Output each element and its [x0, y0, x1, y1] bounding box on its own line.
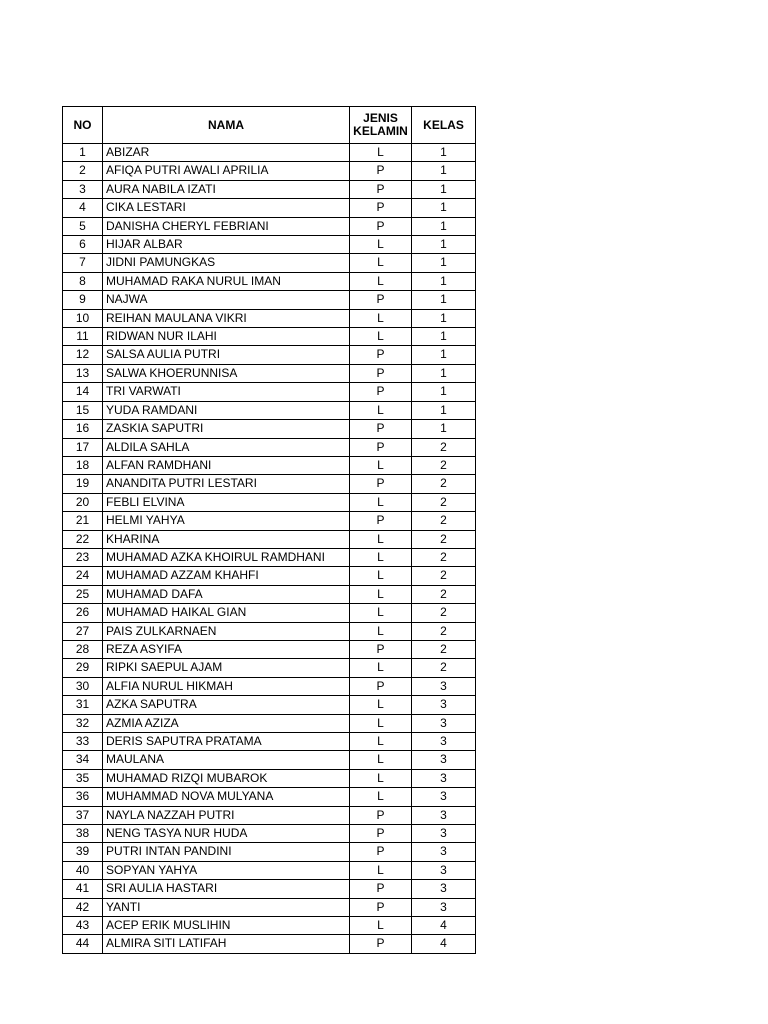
table-row	[63, 162, 476, 180]
cell-kelas: 2	[412, 438, 476, 456]
table-row	[63, 696, 476, 714]
cell-no: 18	[63, 456, 103, 474]
cell-nama: MUHAMAD AZZAM KHAHFI	[103, 567, 350, 585]
cell-kelas: 3	[412, 806, 476, 824]
cell-kelas: 2	[412, 659, 476, 677]
cell-nama: AURA NABILA IZATI	[103, 180, 350, 198]
cell-no: 43	[63, 917, 103, 935]
cell-kelas: 3	[412, 677, 476, 695]
table-row	[63, 254, 476, 272]
cell-jenis-kelamin: P	[350, 162, 412, 180]
cell-nama: KHARINA	[103, 530, 350, 548]
cell-kelas: 2	[412, 604, 476, 622]
header-jenis-kelamin	[350, 107, 412, 144]
cell-no: 27	[63, 622, 103, 640]
cell-jenis-kelamin: L	[350, 309, 412, 327]
cell-jenis-kelamin: P	[350, 217, 412, 235]
cell-jenis-kelamin: L	[350, 604, 412, 622]
cell-jenis-kelamin: P	[350, 806, 412, 824]
cell-kelas: 3	[412, 714, 476, 732]
cell-kelas: 1	[412, 364, 476, 382]
cell-jenis-kelamin: P	[350, 383, 412, 401]
table-row	[63, 272, 476, 290]
header-jenis-kelamin-line1: JENIS	[363, 111, 398, 125]
cell-kelas: 1	[412, 272, 476, 290]
cell-no: 40	[63, 861, 103, 879]
cell-no: 44	[63, 935, 103, 953]
table-row	[63, 548, 476, 566]
cell-no: 30	[63, 677, 103, 695]
cell-no: 11	[63, 328, 103, 346]
cell-jenis-kelamin: P	[350, 825, 412, 843]
cell-nama: MUHAMAD DAFA	[103, 585, 350, 603]
table-row	[63, 714, 476, 732]
header-no: NO	[63, 107, 103, 144]
cell-nama: REZA ASYIFA	[103, 640, 350, 658]
cell-no: 2	[63, 162, 103, 180]
cell-kelas: 3	[412, 898, 476, 916]
table-row	[63, 199, 476, 217]
cell-kelas: 1	[412, 401, 476, 419]
cell-jenis-kelamin: P	[350, 677, 412, 695]
cell-no: 23	[63, 548, 103, 566]
cell-no: 7	[63, 254, 103, 272]
cell-nama: AZMIA AZIZA	[103, 714, 350, 732]
cell-no: 8	[63, 272, 103, 290]
table-row	[63, 567, 476, 585]
cell-jenis-kelamin: P	[350, 420, 412, 438]
cell-kelas: 3	[412, 751, 476, 769]
cell-jenis-kelamin: L	[350, 254, 412, 272]
cell-jenis-kelamin: L	[350, 788, 412, 806]
cell-nama: REIHAN MAULANA VIKRI	[103, 309, 350, 327]
cell-jenis-kelamin: L	[350, 751, 412, 769]
cell-kelas: 3	[412, 788, 476, 806]
table-row	[63, 640, 476, 658]
table-body	[63, 144, 476, 954]
table-row	[63, 401, 476, 419]
cell-nama: AFIQA PUTRI AWALI APRILIA	[103, 162, 350, 180]
cell-kelas: 2	[412, 640, 476, 658]
cell-jenis-kelamin: P	[350, 475, 412, 493]
table-row	[63, 622, 476, 640]
table-header	[63, 107, 476, 144]
cell-nama: DERIS SAPUTRA PRATAMA	[103, 733, 350, 751]
table-row	[63, 880, 476, 898]
cell-no: 29	[63, 659, 103, 677]
cell-kelas: 1	[412, 291, 476, 309]
cell-nama: ALMIRA SITI LATIFAH	[103, 935, 350, 953]
cell-no: 21	[63, 512, 103, 530]
cell-no: 39	[63, 843, 103, 861]
cell-kelas: 1	[412, 309, 476, 327]
cell-nama: MUHAMAD RAKA NURUL IMAN	[103, 272, 350, 290]
table-row	[63, 659, 476, 677]
cell-jenis-kelamin: P	[350, 512, 412, 530]
table-row	[63, 328, 476, 346]
cell-no: 3	[63, 180, 103, 198]
cell-no: 28	[63, 640, 103, 658]
table-row	[63, 291, 476, 309]
cell-no: 13	[63, 364, 103, 382]
cell-kelas: 1	[412, 180, 476, 198]
table-row	[63, 751, 476, 769]
cell-nama: NAYLA NAZZAH PUTRI	[103, 806, 350, 824]
cell-nama: SOPYAN YAHYA	[103, 861, 350, 879]
cell-jenis-kelamin: L	[350, 861, 412, 879]
cell-no: 26	[63, 604, 103, 622]
cell-no: 35	[63, 769, 103, 787]
cell-nama: ANANDITA PUTRI LESTARI	[103, 475, 350, 493]
cell-no: 1	[63, 144, 103, 162]
table-row	[63, 512, 476, 530]
cell-nama: FEBLI ELVINA	[103, 493, 350, 511]
cell-jenis-kelamin: L	[350, 236, 412, 254]
cell-nama: MUHAMMAD NOVA MULYANA	[103, 788, 350, 806]
cell-nama: ABIZAR	[103, 144, 350, 162]
cell-jenis-kelamin: P	[350, 199, 412, 217]
table-row	[63, 420, 476, 438]
table-row	[63, 438, 476, 456]
table-row	[63, 733, 476, 751]
table-row	[63, 180, 476, 198]
cell-kelas: 2	[412, 622, 476, 640]
cell-nama: HIJAR ALBAR	[103, 236, 350, 254]
table-row	[63, 309, 476, 327]
cell-kelas: 4	[412, 935, 476, 953]
cell-jenis-kelamin: L	[350, 401, 412, 419]
cell-kelas: 1	[412, 217, 476, 235]
cell-nama: SALSA AULIA PUTRI	[103, 346, 350, 364]
cell-jenis-kelamin: L	[350, 714, 412, 732]
cell-no: 34	[63, 751, 103, 769]
table-row	[63, 585, 476, 603]
cell-kelas: 1	[412, 420, 476, 438]
cell-jenis-kelamin: L	[350, 567, 412, 585]
cell-jenis-kelamin: L	[350, 456, 412, 474]
student-table	[62, 106, 476, 954]
cell-no: 20	[63, 493, 103, 511]
cell-no: 14	[63, 383, 103, 401]
table-row	[63, 788, 476, 806]
cell-nama: ALFIA NURUL HIKMAH	[103, 677, 350, 695]
cell-nama: MUHAMAD HAIKAL GIAN	[103, 604, 350, 622]
cell-jenis-kelamin: L	[350, 328, 412, 346]
cell-no: 4	[63, 199, 103, 217]
cell-no: 24	[63, 567, 103, 585]
cell-nama: CIKA LESTARI	[103, 199, 350, 217]
cell-kelas: 3	[412, 843, 476, 861]
table-row	[63, 346, 476, 364]
cell-kelas: 3	[412, 825, 476, 843]
cell-no: 33	[63, 733, 103, 751]
cell-jenis-kelamin: P	[350, 843, 412, 861]
cell-jenis-kelamin: L	[350, 622, 412, 640]
table-row	[63, 935, 476, 953]
cell-nama: ALDILA SAHLA	[103, 438, 350, 456]
student-list-sheet	[62, 106, 476, 954]
cell-nama: ACEP ERIK MUSLIHIN	[103, 917, 350, 935]
cell-nama: NENG TASYA NUR HUDA	[103, 825, 350, 843]
cell-kelas: 1	[412, 346, 476, 364]
cell-kelas: 2	[412, 530, 476, 548]
header-nama: NAMA	[103, 107, 350, 144]
cell-jenis-kelamin: L	[350, 493, 412, 511]
cell-nama: RIDWAN NUR ILAHI	[103, 328, 350, 346]
table-row	[63, 769, 476, 787]
table-row	[63, 677, 476, 695]
cell-jenis-kelamin: L	[350, 548, 412, 566]
cell-kelas: 3	[412, 769, 476, 787]
cell-jenis-kelamin: P	[350, 935, 412, 953]
cell-no: 22	[63, 530, 103, 548]
cell-nama: YANTI	[103, 898, 350, 916]
cell-kelas: 2	[412, 567, 476, 585]
table-row	[63, 825, 476, 843]
cell-kelas: 3	[412, 733, 476, 751]
cell-jenis-kelamin: P	[350, 898, 412, 916]
cell-nama: ZASKIA SAPUTRI	[103, 420, 350, 438]
cell-nama: SALWA KHOERUNNISA	[103, 364, 350, 382]
cell-nama: JIDNI PAMUNGKAS	[103, 254, 350, 272]
cell-nama: NAJWA	[103, 291, 350, 309]
cell-kelas: 2	[412, 493, 476, 511]
cell-jenis-kelamin: L	[350, 530, 412, 548]
cell-no: 10	[63, 309, 103, 327]
cell-kelas: 1	[412, 199, 476, 217]
cell-kelas: 1	[412, 144, 476, 162]
cell-nama: SRI AULIA HASTARI	[103, 880, 350, 898]
cell-kelas: 3	[412, 861, 476, 879]
cell-jenis-kelamin: L	[350, 585, 412, 603]
header-kelas: KELAS	[412, 107, 476, 144]
cell-kelas: 2	[412, 512, 476, 530]
cell-no: 6	[63, 236, 103, 254]
cell-no: 5	[63, 217, 103, 235]
cell-nama: HELMI YAHYA	[103, 512, 350, 530]
cell-nama: MAULANA	[103, 751, 350, 769]
cell-kelas: 1	[412, 236, 476, 254]
cell-no: 38	[63, 825, 103, 843]
cell-nama: PUTRI INTAN PANDINI	[103, 843, 350, 861]
cell-kelas: 1	[412, 162, 476, 180]
table-row	[63, 530, 476, 548]
cell-kelas: 2	[412, 548, 476, 566]
cell-jenis-kelamin: L	[350, 272, 412, 290]
cell-jenis-kelamin: L	[350, 917, 412, 935]
table-row	[63, 383, 476, 401]
cell-kelas: 1	[412, 328, 476, 346]
cell-nama: AZKA SAPUTRA	[103, 696, 350, 714]
cell-no: 36	[63, 788, 103, 806]
table-row	[63, 806, 476, 824]
cell-jenis-kelamin: L	[350, 733, 412, 751]
cell-nama: YUDA RAMDANI	[103, 401, 350, 419]
cell-no: 9	[63, 291, 103, 309]
cell-jenis-kelamin: P	[350, 291, 412, 309]
table-row	[63, 364, 476, 382]
header-row	[63, 107, 476, 144]
cell-no: 32	[63, 714, 103, 732]
table-row	[63, 493, 476, 511]
cell-nama: TRI VARWATI	[103, 383, 350, 401]
cell-nama: RIPKI SAEPUL AJAM	[103, 659, 350, 677]
cell-no: 31	[63, 696, 103, 714]
cell-kelas: 4	[412, 917, 476, 935]
cell-kelas: 2	[412, 585, 476, 603]
table-row	[63, 898, 476, 916]
cell-kelas: 1	[412, 383, 476, 401]
cell-no: 25	[63, 585, 103, 603]
cell-jenis-kelamin: L	[350, 659, 412, 677]
cell-no: 15	[63, 401, 103, 419]
cell-no: 16	[63, 420, 103, 438]
table-row	[63, 144, 476, 162]
cell-jenis-kelamin: P	[350, 346, 412, 364]
cell-nama: MUHAMAD RIZQI MUBAROK	[103, 769, 350, 787]
table-row	[63, 236, 476, 254]
cell-jenis-kelamin: L	[350, 769, 412, 787]
cell-nama: MUHAMAD AZKA KHOIRUL RAMDHANI	[103, 548, 350, 566]
table-row	[63, 843, 476, 861]
cell-no: 37	[63, 806, 103, 824]
cell-jenis-kelamin: L	[350, 696, 412, 714]
table-row	[63, 217, 476, 235]
cell-no: 17	[63, 438, 103, 456]
cell-no: 42	[63, 898, 103, 916]
cell-no: 19	[63, 475, 103, 493]
cell-kelas: 2	[412, 456, 476, 474]
cell-kelas: 3	[412, 880, 476, 898]
cell-nama: DANISHA CHERYL FEBRIANI	[103, 217, 350, 235]
table-row	[63, 917, 476, 935]
table-row	[63, 475, 476, 493]
cell-no: 41	[63, 880, 103, 898]
cell-nama: ALFAN RAMDHANI	[103, 456, 350, 474]
header-jenis-kelamin-line2: KELAMIN	[353, 124, 408, 138]
cell-jenis-kelamin: P	[350, 180, 412, 198]
cell-no: 12	[63, 346, 103, 364]
table-row	[63, 604, 476, 622]
cell-kelas: 3	[412, 696, 476, 714]
cell-jenis-kelamin: P	[350, 438, 412, 456]
cell-jenis-kelamin: P	[350, 640, 412, 658]
cell-kelas: 2	[412, 475, 476, 493]
cell-jenis-kelamin: P	[350, 880, 412, 898]
table-row	[63, 456, 476, 474]
table-row	[63, 861, 476, 879]
cell-kelas: 1	[412, 254, 476, 272]
cell-jenis-kelamin: P	[350, 364, 412, 382]
cell-nama: PAIS ZULKARNAEN	[103, 622, 350, 640]
cell-jenis-kelamin: L	[350, 144, 412, 162]
